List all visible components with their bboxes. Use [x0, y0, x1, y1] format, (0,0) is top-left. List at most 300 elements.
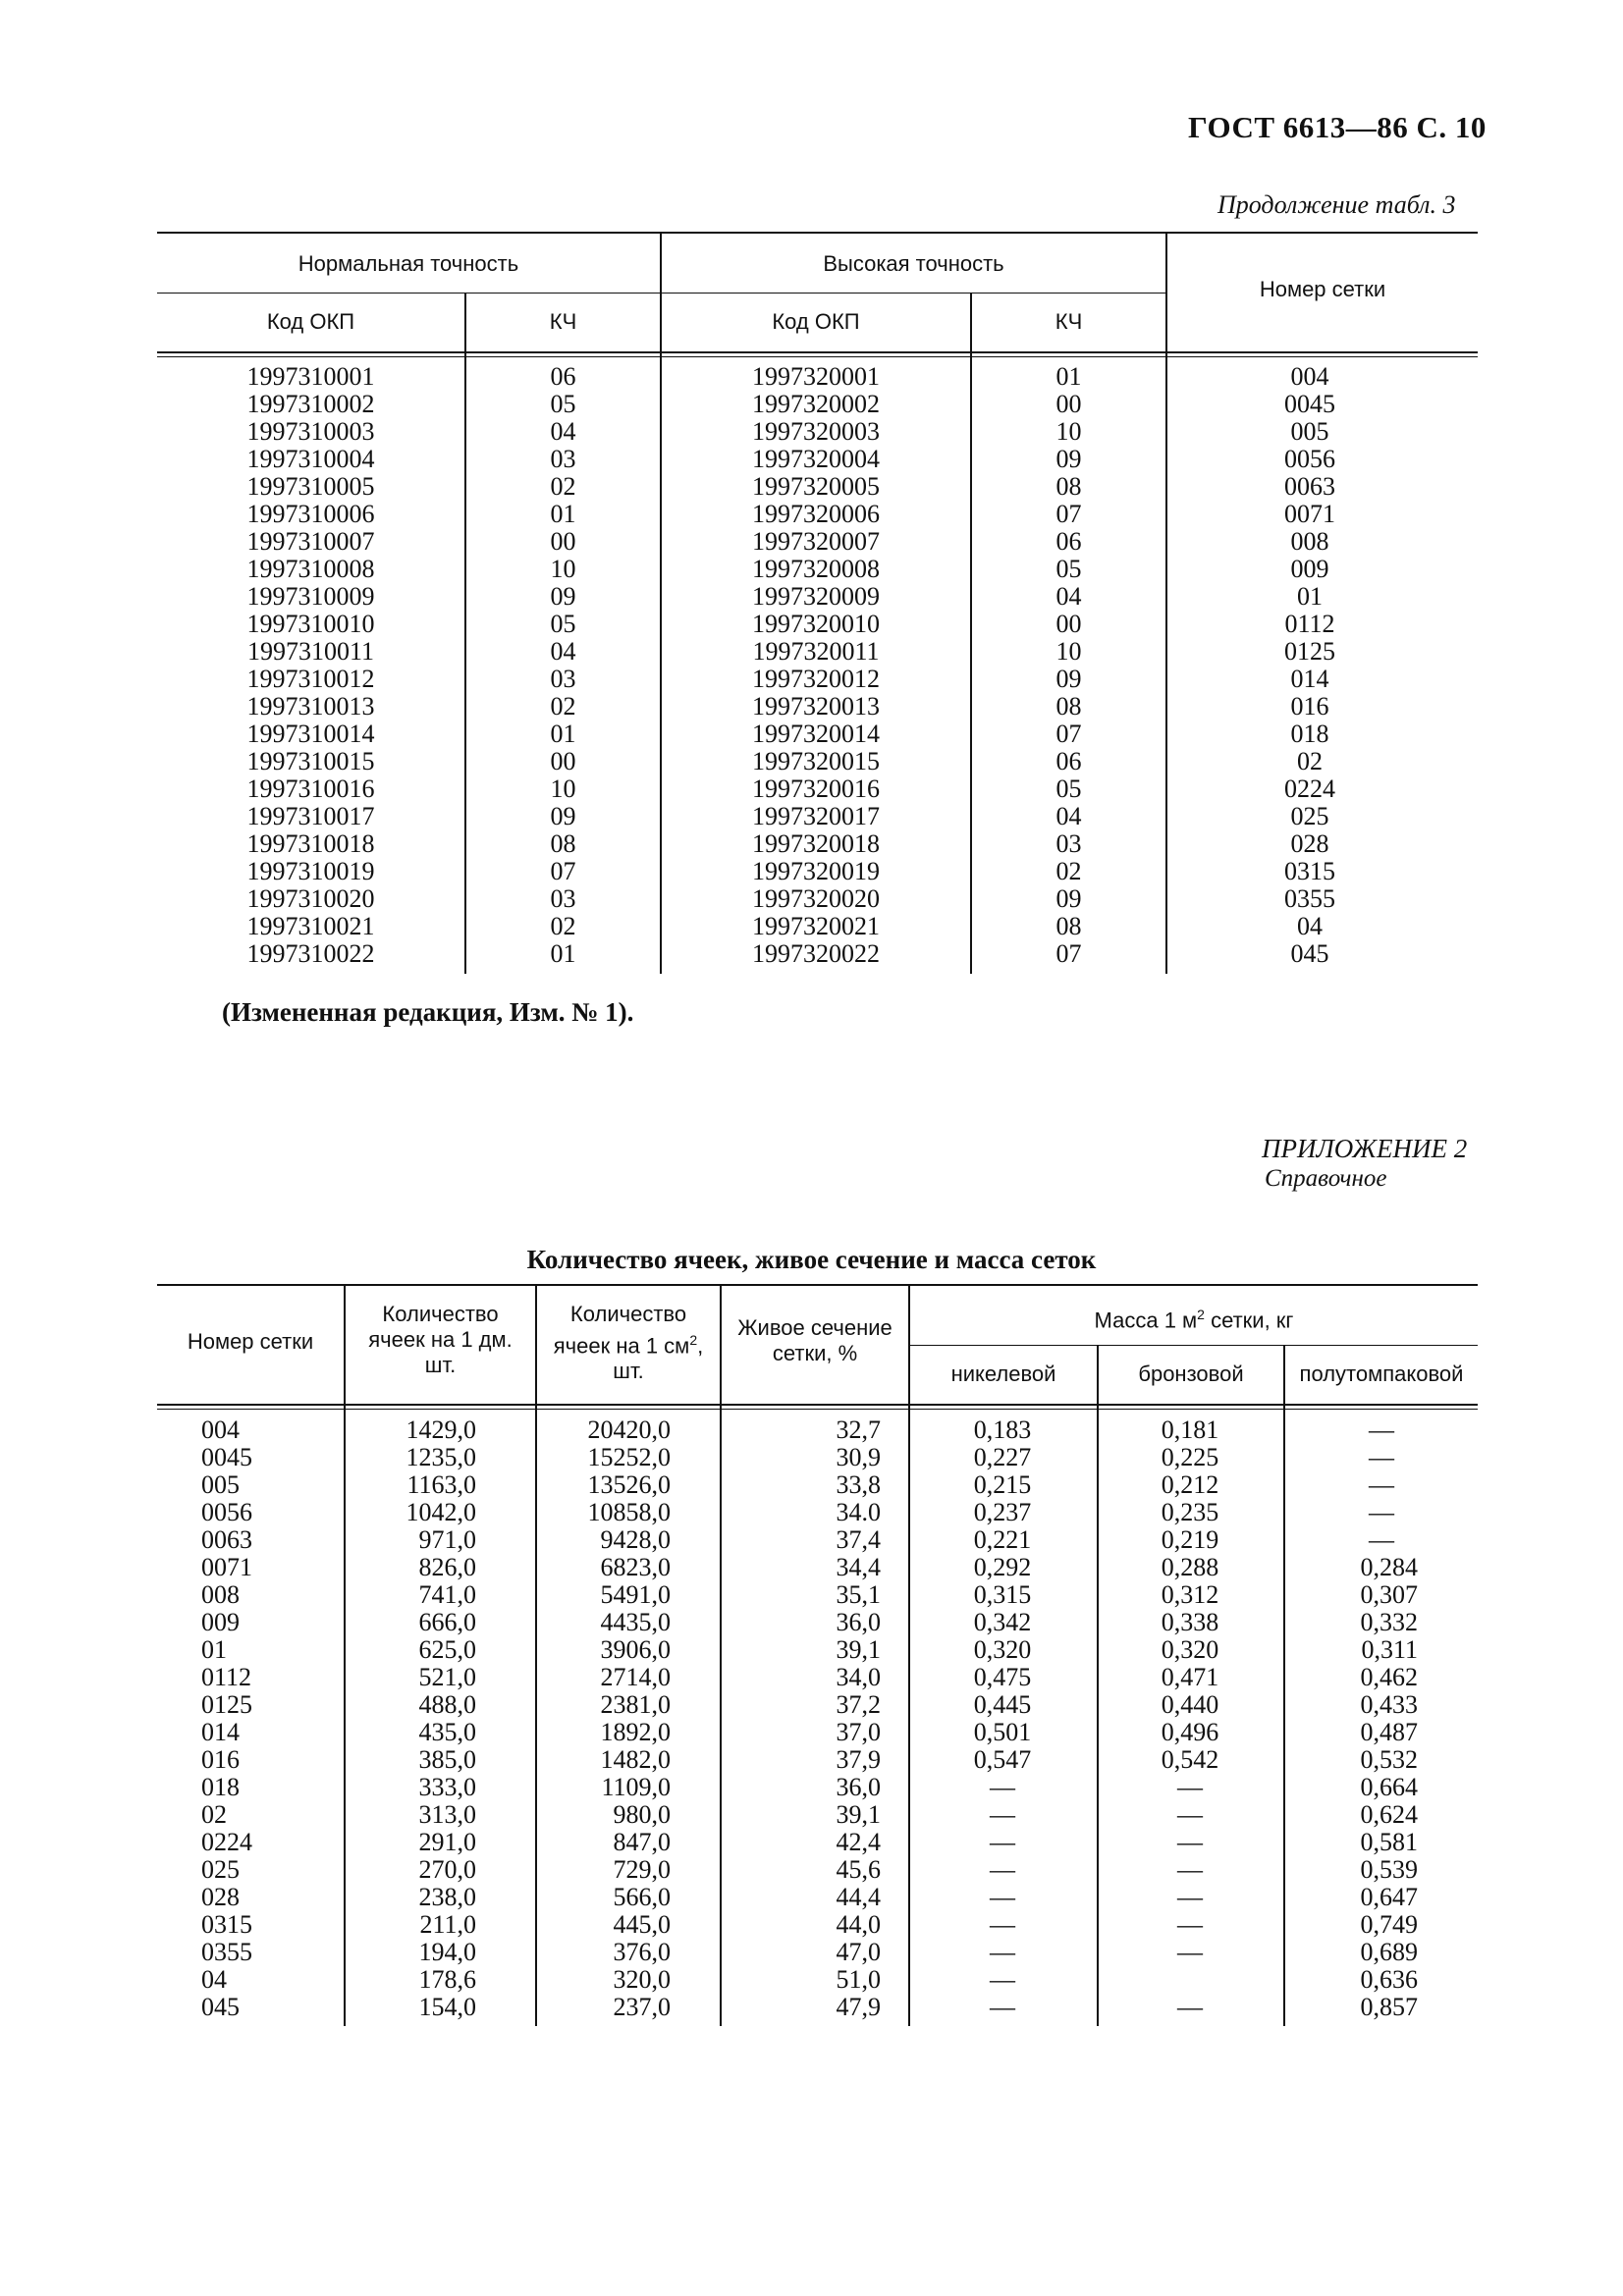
cell-kch-high: 09 [1055, 884, 1082, 913]
cell-kch-high: 07 [1055, 500, 1082, 528]
cell-live-section: 30,9 [836, 1443, 881, 1471]
cell-mass-tombac: 0,689 [1360, 1938, 1418, 1966]
cell-mass-nickel: — [990, 1883, 1015, 1911]
cell-mass-tombac: — [1369, 1470, 1394, 1499]
cell-mesh-number: 008 [201, 1580, 240, 1609]
cell-mesh-number: 018 [201, 1773, 240, 1801]
cell-mass-tombac: 0,433 [1360, 1690, 1418, 1719]
cell-live-section: 39,1 [836, 1635, 881, 1664]
cell-kch-high: 06 [1055, 527, 1082, 556]
cell-cells-per-dm: 1429,0 [406, 1415, 476, 1444]
table-row [0, 1746, 1623, 1774]
cell-live-section: 45,6 [836, 1855, 881, 1884]
cell-live-section: 37,4 [836, 1525, 881, 1554]
cell-code-normal: 1997310014 [246, 720, 375, 748]
app-col-bronze: бронзовой [1138, 1362, 1244, 1386]
cell-mass-tombac: 0,539 [1360, 1855, 1418, 1884]
cell-mesh-number: 04 [201, 1965, 227, 1994]
cell-cells-per-cm2: 445,0 [613, 1910, 671, 1939]
cell-mass-tombac: 0,624 [1360, 1800, 1418, 1829]
cell-mesh-number: 005 [201, 1470, 240, 1499]
cell-cells-per-cm2: 376,0 [613, 1938, 671, 1966]
cell-kch-normal: 04 [550, 417, 576, 446]
table-row [0, 1884, 1623, 1911]
app-col-mass: Масса 1 $м^2$ сетки, кг [1094, 1307, 1294, 1333]
cell-code-normal: 1997310019 [246, 857, 375, 885]
cell-kch-high: 08 [1055, 472, 1082, 501]
cell-kch-normal: 09 [550, 802, 576, 830]
cell-kch-high: 01 [1055, 362, 1082, 391]
cell-mass-bronze: — [1177, 1910, 1203, 1939]
cell-mass-tombac: 0,532 [1360, 1745, 1418, 1774]
cell-code-high: 1997320008 [752, 555, 880, 583]
cell-cells-per-dm: 521,0 [418, 1663, 476, 1691]
cell-cells-per-cm2: 10858,0 [587, 1498, 671, 1526]
cell-mesh-number: 0315 [201, 1910, 252, 1939]
cell-code-normal: 1997310005 [246, 472, 375, 501]
cell-code-normal: 1997310006 [246, 500, 375, 528]
table-row [0, 418, 1623, 446]
cell-cells-per-dm: 826,0 [418, 1553, 476, 1581]
cell-cells-per-dm: 194,0 [418, 1938, 476, 1966]
cell-mesh-number: 01 [201, 1635, 227, 1664]
cell-cells-per-dm: 666,0 [418, 1608, 476, 1636]
cell-cells-per-dm: 211,0 [419, 1910, 476, 1939]
table-row [0, 1609, 1623, 1636]
cell-mesh-number: 0063 [201, 1525, 252, 1554]
cell-kch-normal: 10 [550, 774, 576, 803]
table-row [0, 1939, 1623, 1966]
cell-kch-normal: 01 [550, 720, 576, 748]
cell-code-normal: 1997310017 [246, 802, 375, 830]
table-row [0, 556, 1623, 583]
cell-kch-normal: 09 [550, 582, 576, 611]
cell-kch-normal: 04 [550, 637, 576, 666]
cell-cells-per-cm2: 729,0 [613, 1855, 671, 1884]
cell-mass-tombac: 0,664 [1360, 1773, 1418, 1801]
cell-kch-normal: 01 [550, 939, 576, 968]
cell-cells-per-cm2: 847,0 [613, 1828, 671, 1856]
cell-code-normal: 1997310013 [246, 692, 375, 721]
cell-cells-per-dm: 971,0 [418, 1525, 476, 1554]
cell-mesh-number: 028 [1290, 829, 1329, 858]
cell-mass-bronze: 0,181 [1161, 1415, 1219, 1444]
cell-mass-tombac: 0,857 [1360, 1993, 1418, 2021]
table-row [0, 583, 1623, 611]
cell-kch-normal: 10 [550, 555, 576, 583]
cell-code-high: 1997320006 [752, 500, 880, 528]
cell-mesh-number: 009 [1290, 555, 1329, 583]
cell-code-normal: 1997310020 [246, 884, 375, 913]
cell-kch-high: 00 [1055, 390, 1082, 418]
cell-kch-high: 09 [1055, 445, 1082, 473]
cell-live-section: 36,0 [836, 1608, 881, 1636]
cell-kch-high: 07 [1055, 720, 1082, 748]
cell-mass-bronze: 0,212 [1161, 1470, 1219, 1499]
col-kch-high: КЧ [1055, 309, 1083, 334]
cell-mesh-number: 004 [1290, 362, 1329, 391]
cell-code-normal: 1997310004 [246, 445, 375, 473]
table-row [0, 1664, 1623, 1691]
cell-cells-per-dm: 1042,0 [406, 1498, 476, 1526]
table-row [0, 803, 1623, 830]
cell-kch-normal: 01 [550, 500, 576, 528]
cell-mesh-number: 0224 [1284, 774, 1335, 803]
cell-live-section: 33,8 [836, 1470, 881, 1499]
cell-mass-bronze: 0,235 [1161, 1498, 1219, 1526]
cell-mesh-number: 0355 [201, 1938, 252, 1966]
cell-mass-nickel: 0,547 [973, 1745, 1032, 1774]
cell-cells-per-cm2: 2381,0 [600, 1690, 671, 1719]
cell-cells-per-dm: 385,0 [418, 1745, 476, 1774]
cell-mass-nickel: 0,475 [973, 1663, 1032, 1691]
cell-mass-bronze: — [1177, 1828, 1203, 1856]
cell-code-high: 1997320010 [752, 610, 880, 638]
cell-mesh-number: 045 [1290, 939, 1329, 968]
cell-kch-high: 08 [1055, 912, 1082, 940]
cell-cells-per-dm: 1163,0 [406, 1470, 476, 1499]
cell-code-normal: 1997310012 [246, 665, 375, 693]
cell-code-normal: 1997310015 [246, 747, 375, 775]
cell-mesh-number: 0125 [1284, 637, 1335, 666]
cell-mesh-number: 0315 [1284, 857, 1335, 885]
cell-live-section: 35,1 [836, 1580, 881, 1609]
cell-mass-bronze: 0,225 [1161, 1443, 1219, 1471]
cell-cells-per-dm: 178,6 [418, 1965, 476, 1994]
cell-code-normal: 1997310022 [246, 939, 375, 968]
cell-mass-bronze: — [1177, 1883, 1203, 1911]
cell-mass-nickel: — [990, 1828, 1015, 1856]
cell-live-section: 37,0 [836, 1718, 881, 1746]
cell-kch-high: 06 [1055, 747, 1082, 775]
cell-kch-normal: 02 [550, 912, 576, 940]
cell-code-normal: 1997310001 [246, 362, 375, 391]
table-row [0, 1719, 1623, 1746]
cell-mesh-number: 0045 [201, 1443, 252, 1471]
cell-cells-per-cm2: 1892,0 [600, 1718, 671, 1746]
app-col-cells-cm: Количество ячеек на 1 $см^2$, шт. [553, 1302, 704, 1384]
cell-mesh-number: 0355 [1284, 884, 1335, 913]
cell-code-high: 1997320012 [752, 665, 880, 693]
table-row [0, 1691, 1623, 1719]
cell-mesh-number: 004 [201, 1415, 240, 1444]
cell-mass-nickel: 0,221 [973, 1525, 1032, 1554]
cell-mass-tombac: — [1369, 1415, 1394, 1444]
cell-mass-nickel: — [990, 1910, 1015, 1939]
cell-cells-per-dm: 270,0 [418, 1855, 476, 1884]
cell-kch-normal: 02 [550, 692, 576, 721]
col-code-normal: Код ОКП [266, 309, 355, 334]
table-row [0, 858, 1623, 885]
app-col-live: Живое сечение сетки, % [737, 1315, 893, 1365]
cell-cells-per-dm: 291,0 [418, 1828, 476, 1856]
cell-mass-bronze: 0,219 [1161, 1525, 1219, 1554]
cell-code-high: 1997320022 [752, 939, 880, 968]
cell-live-section: 34,0 [836, 1663, 881, 1691]
table-row [0, 473, 1623, 501]
cell-kch-high: 08 [1055, 692, 1082, 721]
table-row [0, 913, 1623, 940]
cell-mass-nickel: 0,292 [973, 1553, 1032, 1581]
cell-live-section: 37,9 [836, 1745, 881, 1774]
cell-code-high: 1997320014 [752, 720, 880, 748]
cell-cells-per-cm2: 20420,0 [587, 1415, 671, 1444]
cell-mesh-number: 014 [1290, 665, 1329, 693]
cell-mesh-number: 02 [201, 1800, 227, 1829]
cell-cells-per-cm2: 5491,0 [600, 1580, 671, 1609]
cell-mass-tombac: 0,647 [1360, 1883, 1418, 1911]
cell-code-normal: 1997310003 [246, 417, 375, 446]
table-row [0, 666, 1623, 693]
table-row [0, 391, 1623, 418]
cell-code-high: 1997320007 [752, 527, 880, 556]
cell-mass-nickel: 0,183 [973, 1415, 1032, 1444]
cell-mass-nickel: 0,237 [973, 1498, 1032, 1526]
table-row [0, 611, 1623, 638]
cell-code-high: 1997320019 [752, 857, 880, 885]
cell-mass-nickel: — [990, 1855, 1015, 1884]
page-header: ГОСТ 6613—86 С. 10 [1188, 110, 1487, 144]
cell-live-section: 42,4 [836, 1828, 881, 1856]
cell-mesh-number: 0063 [1284, 472, 1335, 501]
cell-mass-tombac: 0,749 [1360, 1910, 1418, 1939]
table-appendix-body [0, 1416, 1623, 2021]
cell-code-high: 1997320004 [752, 445, 880, 473]
cell-code-high: 1997320003 [752, 417, 880, 446]
cell-kch-high: 04 [1055, 802, 1082, 830]
cell-mesh-number: 005 [1290, 417, 1329, 446]
amendment-note: (Измененная редакция, Изм. № 1). [222, 997, 634, 1027]
app-col-nickel: никелевой [950, 1362, 1056, 1386]
cell-mesh-number: 0056 [1284, 445, 1335, 473]
cell-kch-normal: 05 [550, 610, 576, 638]
cell-code-high: 1997320021 [752, 912, 880, 940]
table-row [0, 1911, 1623, 1939]
cell-cells-per-cm2: 15252,0 [587, 1443, 671, 1471]
cell-mesh-number: 009 [201, 1608, 240, 1636]
table-title: Количество ячеек, живое сечение и масса сеток [526, 1245, 1097, 1274]
cell-mesh-number: 0112 [1284, 610, 1335, 638]
cell-mass-tombac: — [1369, 1443, 1394, 1471]
cell-code-high: 1997320017 [752, 802, 880, 830]
cell-mass-nickel: 0,227 [973, 1443, 1032, 1471]
cell-code-normal: 1997310021 [246, 912, 375, 940]
cell-mass-nickel: 0,445 [973, 1690, 1032, 1719]
cell-kch-normal: 03 [550, 884, 576, 913]
cell-code-normal: 1997310007 [246, 527, 375, 556]
cell-mesh-number: 01 [1297, 582, 1323, 611]
group-high: Высокая точность [823, 251, 1004, 276]
cell-live-section: 36,0 [836, 1773, 881, 1801]
cell-mass-bronze: — [1177, 1993, 1203, 2021]
cell-mass-nickel: — [990, 1965, 1015, 1994]
cell-code-high: 1997320015 [752, 747, 880, 775]
cell-cells-per-dm: 238,0 [418, 1883, 476, 1911]
table-row [0, 693, 1623, 721]
cell-code-high: 1997320002 [752, 390, 880, 418]
cell-mesh-number: 0071 [201, 1553, 252, 1581]
cell-live-section: 34.0 [836, 1498, 881, 1526]
cell-cells-per-cm2: 2714,0 [600, 1663, 671, 1691]
table-row [0, 1526, 1623, 1554]
cell-mass-bronze: 0,320 [1161, 1635, 1219, 1664]
cell-live-section: 39,1 [836, 1800, 881, 1829]
table-row [0, 363, 1623, 391]
cell-cells-per-cm2: 13526,0 [587, 1470, 671, 1499]
cell-cells-per-dm: 333,0 [418, 1773, 476, 1801]
cell-kch-normal: 06 [550, 362, 576, 391]
cell-cells-per-cm2: 6823,0 [600, 1553, 671, 1581]
cell-mesh-number: 008 [1290, 527, 1329, 556]
cell-cells-per-cm2: 1482,0 [600, 1745, 671, 1774]
cell-mesh-number: 014 [201, 1718, 240, 1746]
table-row [0, 501, 1623, 528]
cell-mass-bronze: 0,312 [1161, 1580, 1219, 1609]
app-col-cells-dm: Количество ячеек на 1 дм. шт. [368, 1302, 513, 1377]
cell-cells-per-cm2: 566,0 [613, 1883, 671, 1911]
table-row [0, 885, 1623, 913]
cell-mass-nickel: — [990, 1993, 1015, 2021]
cell-mass-tombac: — [1369, 1525, 1394, 1554]
cell-mass-bronze: 0,288 [1161, 1553, 1219, 1581]
cell-live-section: 34,4 [836, 1553, 881, 1581]
table-row [0, 1774, 1623, 1801]
cell-kch-normal: 00 [550, 747, 576, 775]
table-row [0, 1994, 1623, 2021]
cell-kch-high: 09 [1055, 665, 1082, 693]
cell-mass-tombac: 0,487 [1360, 1718, 1418, 1746]
table-row [0, 1581, 1623, 1609]
cell-mesh-number: 0224 [201, 1828, 252, 1856]
cell-mesh-number: 0045 [1284, 390, 1335, 418]
table3-body [0, 363, 1623, 968]
cell-kch-normal: 02 [550, 472, 576, 501]
cell-cells-per-cm2: 3906,0 [600, 1635, 671, 1664]
cell-code-high: 1997320001 [752, 362, 880, 391]
table-row [0, 748, 1623, 775]
table-row [0, 1636, 1623, 1664]
cell-kch-high: 10 [1055, 417, 1082, 446]
table-row [0, 940, 1623, 968]
table-row [0, 1829, 1623, 1856]
cell-mass-bronze: — [1177, 1855, 1203, 1884]
cell-mass-bronze: 0,471 [1161, 1663, 1219, 1691]
table-row [0, 1471, 1623, 1499]
appendix-title: ПРИЛОЖЕНИЕ 2 [1262, 1134, 1468, 1163]
cell-code-normal: 1997310010 [246, 610, 375, 638]
cell-cells-per-dm: 435,0 [418, 1718, 476, 1746]
app-col-number: Номер сетки [187, 1329, 314, 1354]
appendix-subtitle: Справочное [1265, 1165, 1387, 1192]
cell-kch-normal: 07 [550, 857, 576, 885]
cell-kch-high: 00 [1055, 610, 1082, 638]
cell-cells-per-dm: 313,0 [418, 1800, 476, 1829]
cell-code-normal: 1997310011 [246, 637, 375, 666]
cell-mass-nickel: 0,501 [973, 1718, 1032, 1746]
continuation-label: Продолжение табл. 3 [1217, 190, 1456, 219]
cell-mesh-number: 0071 [1284, 500, 1335, 528]
cell-mass-bronze: 0,338 [1161, 1608, 1219, 1636]
cell-cells-per-cm2: 9428,0 [600, 1525, 671, 1554]
cell-cells-per-dm: 488,0 [418, 1690, 476, 1719]
cell-code-high: 1997320016 [752, 774, 880, 803]
cell-live-section: 51,0 [836, 1965, 881, 1994]
cell-kch-high: 04 [1055, 582, 1082, 611]
cell-code-high: 1997320011 [752, 637, 880, 666]
cell-mass-tombac: 0,332 [1360, 1608, 1418, 1636]
cell-mass-tombac: — [1369, 1498, 1394, 1526]
cell-live-section: 47,0 [836, 1938, 881, 1966]
cell-code-high: 1997320013 [752, 692, 880, 721]
cell-cells-per-cm2: 320,0 [613, 1965, 671, 1994]
cell-code-normal: 1997310016 [246, 774, 375, 803]
cell-mass-tombac: 0,636 [1360, 1965, 1418, 1994]
cell-mesh-number: 018 [1290, 720, 1329, 748]
col-kch-normal: КЧ [549, 309, 577, 334]
cell-live-section: 37,2 [836, 1690, 881, 1719]
table-row [0, 528, 1623, 556]
cell-cells-per-cm2: 980,0 [613, 1800, 671, 1829]
col-number: Номер сетки [1259, 277, 1386, 301]
cell-mesh-number: 0056 [201, 1498, 252, 1526]
app-col-tombac: полутомпаковой [1299, 1362, 1464, 1386]
table-row [0, 775, 1623, 803]
cell-mesh-number: 016 [1290, 692, 1329, 721]
cell-cells-per-dm: 1235,0 [406, 1443, 476, 1471]
table-row [0, 721, 1623, 748]
cell-cells-per-cm2: 237,0 [613, 1993, 671, 2021]
cell-mass-nickel: 0,320 [973, 1635, 1032, 1664]
cell-mass-nickel: — [990, 1773, 1015, 1801]
cell-mass-nickel: — [990, 1938, 1015, 1966]
cell-code-normal: 1997310018 [246, 829, 375, 858]
table-row [0, 638, 1623, 666]
cell-mesh-number: 025 [201, 1855, 240, 1884]
cell-cells-per-cm2: 4435,0 [600, 1608, 671, 1636]
cell-mass-bronze: — [1177, 1800, 1203, 1829]
cell-mass-tombac: 0,284 [1360, 1553, 1418, 1581]
cell-kch-normal: 05 [550, 390, 576, 418]
cell-kch-high: 02 [1055, 857, 1082, 885]
cell-kch-high: 03 [1055, 829, 1082, 858]
cell-mass-bronze: — [1177, 1773, 1203, 1801]
cell-mass-bronze: 0,496 [1161, 1718, 1219, 1746]
cell-code-high: 1997320020 [752, 884, 880, 913]
cell-live-section: 44,0 [836, 1910, 881, 1939]
table-row [0, 446, 1623, 473]
cell-cells-per-dm: 625,0 [418, 1635, 476, 1664]
cell-mass-tombac: 0,581 [1360, 1828, 1418, 1856]
table-row [0, 1416, 1623, 1444]
cell-cells-per-dm: 154,0 [418, 1993, 476, 2021]
table-row [0, 1801, 1623, 1829]
cell-mass-tombac: 0,462 [1360, 1663, 1418, 1691]
cell-code-normal: 1997310009 [246, 582, 375, 611]
cell-code-high: 1997320009 [752, 582, 880, 611]
cell-kch-normal: 03 [550, 665, 576, 693]
cell-mass-tombac: 0,307 [1360, 1580, 1418, 1609]
cell-cells-per-dm: 741,0 [418, 1580, 476, 1609]
cell-kch-high: 07 [1055, 939, 1082, 968]
cell-mesh-number: 0112 [201, 1663, 252, 1691]
cell-mesh-number: 028 [201, 1883, 240, 1911]
table-row [0, 1856, 1623, 1884]
table-row [0, 830, 1623, 858]
table-row [0, 1499, 1623, 1526]
cell-mesh-number: 016 [201, 1745, 240, 1774]
cell-cells-per-cm2: 1109,0 [601, 1773, 671, 1801]
cell-code-normal: 1997310002 [246, 390, 375, 418]
